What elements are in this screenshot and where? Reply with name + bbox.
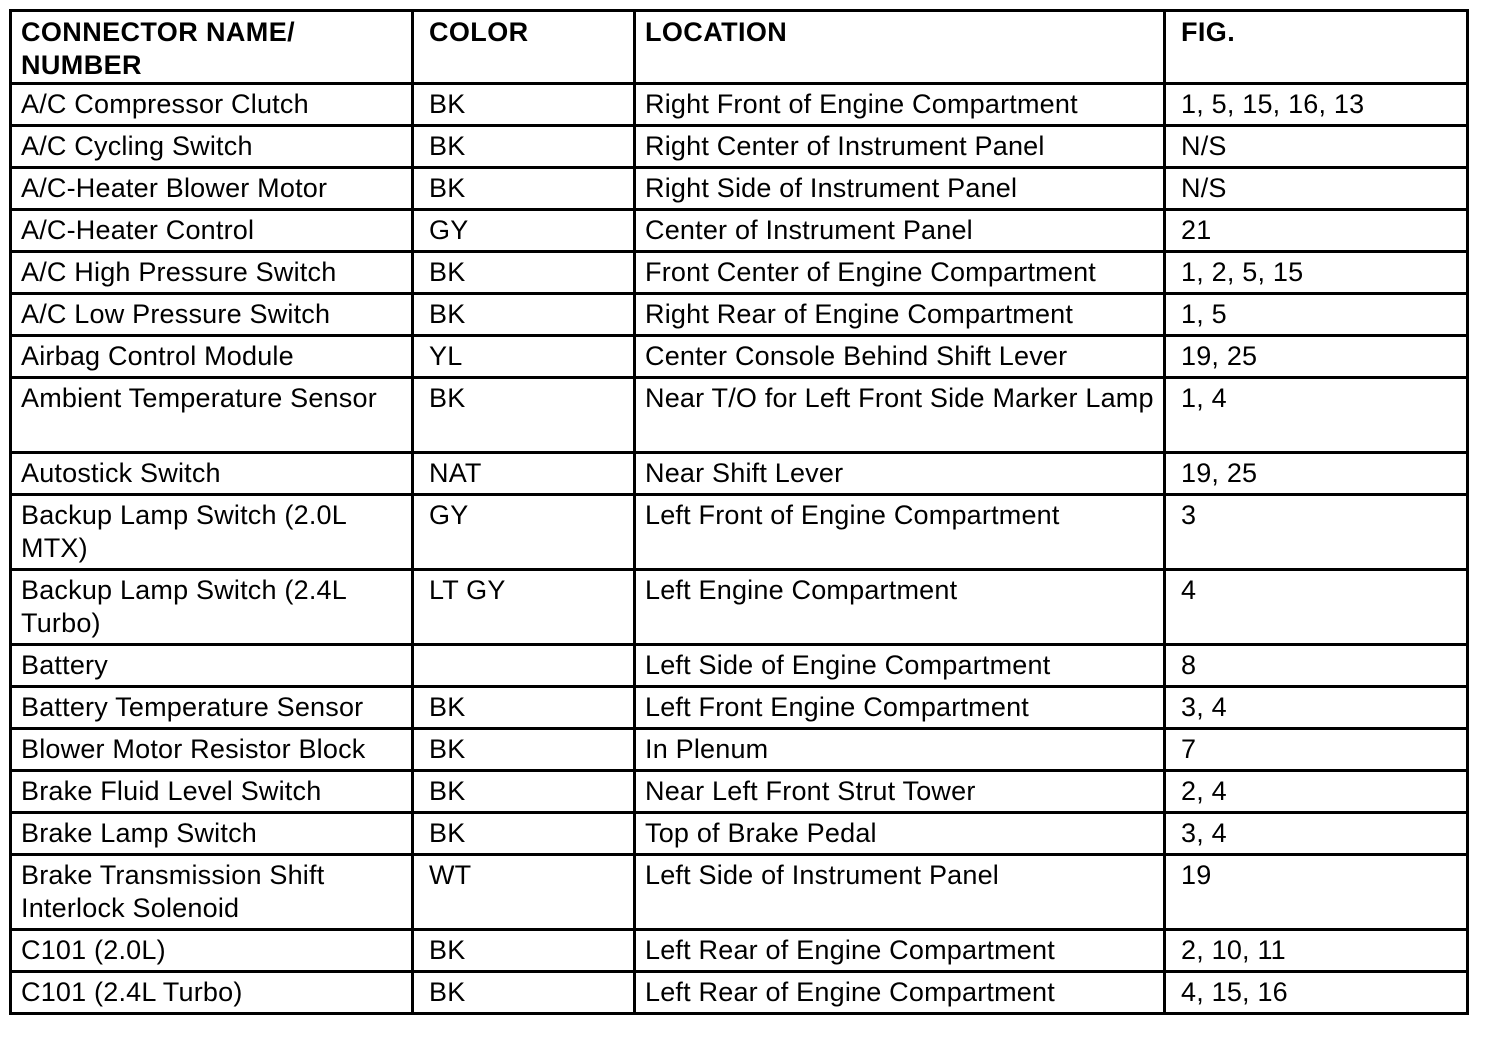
cell-location: Left Rear of Engine Compartment xyxy=(635,930,1165,972)
cell-fig: 1, 2, 5, 15 xyxy=(1165,252,1468,294)
cell-color: WT xyxy=(413,855,635,930)
table-row xyxy=(11,84,1468,126)
cell-location: Left Side of Instrument Panel xyxy=(635,855,1165,930)
cell-fig: 1, 5, 15, 16, 13 xyxy=(1165,84,1468,126)
cell-name: Brake Lamp Switch xyxy=(11,813,413,855)
cell-fig: N/S xyxy=(1165,126,1468,168)
cell-location: Near T/O for Left Front Side Marker Lamp xyxy=(635,378,1165,453)
cell-location: Front Center of Engine Compartment xyxy=(635,252,1165,294)
cell-color: BK xyxy=(413,126,635,168)
cell-location: Right Rear of Engine Compartment xyxy=(635,294,1165,336)
cell-name: A/C Cycling Switch xyxy=(11,126,413,168)
table-row xyxy=(11,294,1468,336)
table-row xyxy=(11,972,1468,1014)
cell-location: Center of Instrument Panel xyxy=(635,210,1165,252)
header-fig: FIG. xyxy=(1165,11,1468,84)
cell-fig: 3, 4 xyxy=(1165,813,1468,855)
cell-fig: 7 xyxy=(1165,729,1468,771)
cell-name: Backup Lamp Switch (2.4L Turbo) xyxy=(11,570,413,645)
cell-fig: 3 xyxy=(1165,495,1468,570)
table-row xyxy=(11,210,1468,252)
table-row xyxy=(11,729,1468,771)
cell-name: A/C Low Pressure Switch xyxy=(11,294,413,336)
cell-fig: 1, 4 xyxy=(1165,378,1468,453)
cell-fig: 19, 25 xyxy=(1165,336,1468,378)
cell-color: BK xyxy=(413,729,635,771)
cell-name: Backup Lamp Switch (2.0L MTX) xyxy=(11,495,413,570)
table-row xyxy=(11,126,1468,168)
cell-fig: 19, 25 xyxy=(1165,453,1468,495)
cell-name: Brake Fluid Level Switch xyxy=(11,771,413,813)
cell-location: Top of Brake Pedal xyxy=(635,813,1165,855)
header-location: LOCATION xyxy=(635,11,1165,84)
cell-location: Right Side of Instrument Panel xyxy=(635,168,1165,210)
cell-fig: 8 xyxy=(1165,645,1468,687)
cell-location: Near Shift Lever xyxy=(635,453,1165,495)
cell-fig: 21 xyxy=(1165,210,1468,252)
table-row xyxy=(11,771,1468,813)
cell-fig: 1, 5 xyxy=(1165,294,1468,336)
table-row xyxy=(11,930,1468,972)
cell-name: A/C-Heater Blower Motor xyxy=(11,168,413,210)
cell-location: Left Engine Compartment xyxy=(635,570,1165,645)
cell-color xyxy=(413,645,635,687)
cell-color: GY xyxy=(413,495,635,570)
cell-name: Airbag Control Module xyxy=(11,336,413,378)
cell-location: Right Front of Engine Compartment xyxy=(635,84,1165,126)
cell-name: C101 (2.4L Turbo) xyxy=(11,972,413,1014)
connector-table xyxy=(9,9,1469,1015)
cell-fig: 2, 4 xyxy=(1165,771,1468,813)
cell-color: BK xyxy=(413,84,635,126)
table-row xyxy=(11,570,1468,645)
table-row xyxy=(11,855,1468,930)
cell-location: Near Left Front Strut Tower xyxy=(635,771,1165,813)
cell-name: C101 (2.0L) xyxy=(11,930,413,972)
cell-fig: 4, 15, 16 xyxy=(1165,972,1468,1014)
cell-color: BK xyxy=(413,930,635,972)
cell-color: BK xyxy=(413,294,635,336)
cell-fig: 2, 10, 11 xyxy=(1165,930,1468,972)
cell-color: BK xyxy=(413,252,635,294)
cell-name: A/C High Pressure Switch xyxy=(11,252,413,294)
table-row xyxy=(11,645,1468,687)
cell-color: YL xyxy=(413,336,635,378)
cell-name: A/C Compressor Clutch xyxy=(11,84,413,126)
table-row xyxy=(11,168,1468,210)
cell-name: Blower Motor Resistor Block xyxy=(11,729,413,771)
cell-color: GY xyxy=(413,210,635,252)
header-color: COLOR xyxy=(413,11,635,84)
cell-color: BK xyxy=(413,813,635,855)
cell-color: BK xyxy=(413,378,635,453)
cell-color: BK xyxy=(413,687,635,729)
cell-location: Left Rear of Engine Compartment xyxy=(635,972,1165,1014)
cell-color: BK xyxy=(413,771,635,813)
header-connector-name: CONNECTOR NAME/ NUMBER xyxy=(11,11,413,84)
cell-fig: N/S xyxy=(1165,168,1468,210)
cell-location: Left Front Engine Compartment xyxy=(635,687,1165,729)
cell-color: NAT xyxy=(413,453,635,495)
cell-name: A/C-Heater Control xyxy=(11,210,413,252)
table-row xyxy=(11,813,1468,855)
cell-name: Brake Transmission Shift Interlock Solenoid xyxy=(11,855,413,930)
cell-name: Ambient Temperature Sensor xyxy=(11,378,413,453)
table-row xyxy=(11,336,1468,378)
cell-location: Left Front of Engine Compartment xyxy=(635,495,1165,570)
cell-color: LT GY xyxy=(413,570,635,645)
table-row xyxy=(11,687,1468,729)
cell-fig: 4 xyxy=(1165,570,1468,645)
table-row xyxy=(11,378,1468,453)
cell-fig: 3, 4 xyxy=(1165,687,1468,729)
cell-location: In Plenum xyxy=(635,729,1165,771)
header-row xyxy=(11,11,1468,84)
table-row xyxy=(11,495,1468,570)
table-row xyxy=(11,252,1468,294)
cell-location: Right Center of Instrument Panel xyxy=(635,126,1165,168)
cell-name: Autostick Switch xyxy=(11,453,413,495)
cell-name: Battery Temperature Sensor xyxy=(11,687,413,729)
cell-name: Battery xyxy=(11,645,413,687)
cell-location: Left Side of Engine Compartment xyxy=(635,645,1165,687)
cell-color: BK xyxy=(413,168,635,210)
table-row xyxy=(11,453,1468,495)
cell-location: Center Console Behind Shift Lever xyxy=(635,336,1165,378)
cell-fig: 19 xyxy=(1165,855,1468,930)
cell-color: BK xyxy=(413,972,635,1014)
